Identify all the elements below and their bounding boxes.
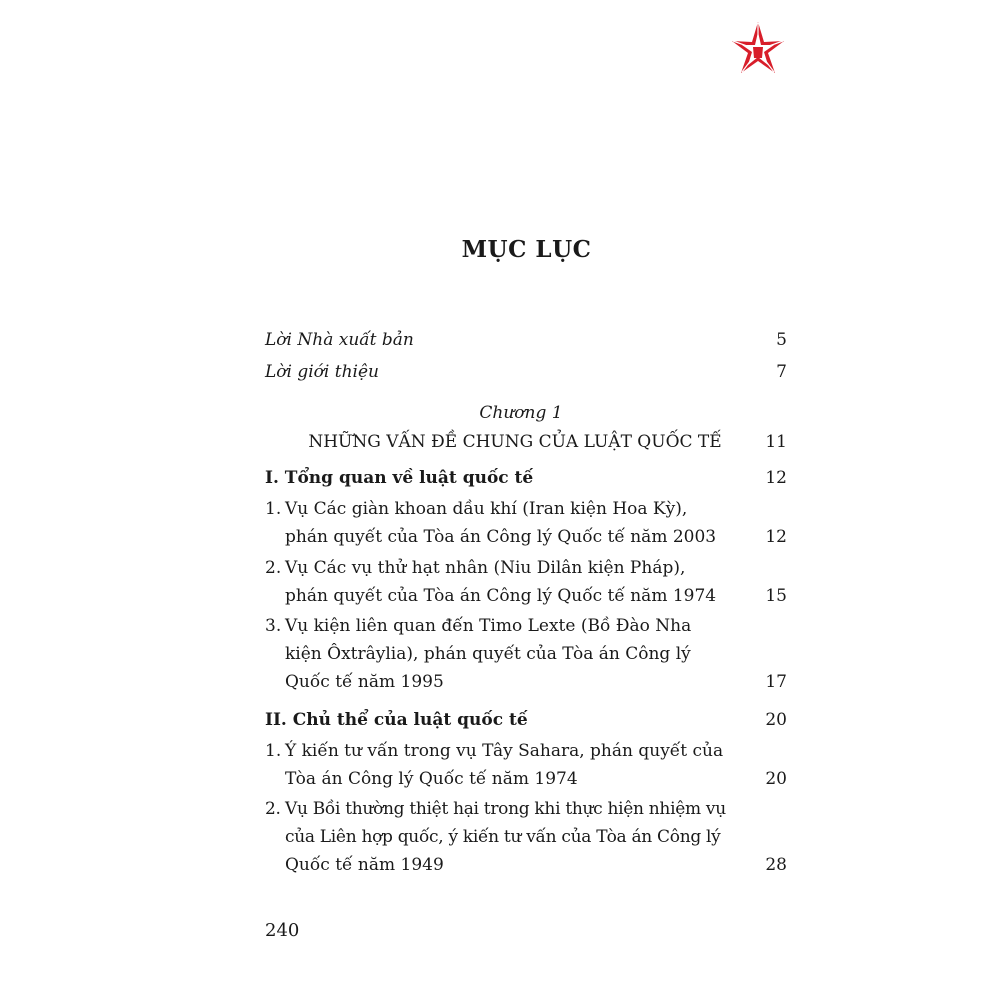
toc-entry-page: 28 bbox=[765, 855, 787, 875]
toc-entry-2-1[interactable] bbox=[265, 737, 787, 793]
toc-section-2-heading[interactable] bbox=[265, 706, 787, 734]
item-text-line: Ý kiến tư vấn trong vụ Tây Sahara, phán quyết của bbox=[285, 741, 724, 761]
toc-entry-label: Lời giới thiệu bbox=[265, 362, 379, 382]
toc-entry-chapter-1[interactable] bbox=[265, 428, 787, 456]
chapter-title: NHỮNG VẤN ĐỀ CHUNG CỦA LUẬT QUỐC TẾ bbox=[308, 432, 722, 452]
toc-entry-page: 15 bbox=[765, 586, 787, 606]
item-number: 1. bbox=[265, 499, 282, 519]
item-text-line: Tòa án Công lý Quốc tế năm 1974 bbox=[285, 769, 578, 789]
toc-entry-page: 7 bbox=[776, 362, 787, 382]
toc-entry-page: 11 bbox=[765, 432, 787, 452]
chapter-label: Chương 1 bbox=[479, 403, 563, 423]
toc-entry-page: 17 bbox=[765, 672, 787, 692]
item-number: 1. bbox=[265, 741, 282, 761]
toc-entry-page: 5 bbox=[776, 330, 787, 350]
toc-entry-1-1[interactable] bbox=[265, 495, 787, 551]
toc-entry-page: 12 bbox=[765, 527, 787, 547]
item-text-line: Vụ Các vụ thử hạt nhân (Niu Dilân kiện Pháp), bbox=[285, 558, 686, 578]
item-number: 2. bbox=[265, 799, 281, 819]
toc-entry-page: 12 bbox=[765, 468, 787, 488]
item-text-line: của Liên hợp quốc, ý kiến tư vấn của Tòa án Công lý bbox=[285, 827, 721, 847]
item-text-line: Quốc tế năm 1995 bbox=[285, 672, 444, 692]
toc-entry-1-3[interactable] bbox=[265, 612, 787, 696]
item-text-line: kiện Ôxtrâylia), phán quyết của Tòa án Công lý bbox=[285, 644, 691, 664]
table-of-contents bbox=[265, 0, 787, 1000]
item-text-line: Vụ kiện liên quan đến Timo Lexte (Bồ Đào Nha bbox=[285, 616, 692, 636]
item-number: 2. bbox=[265, 558, 282, 578]
toc-entry-page: 20 bbox=[765, 710, 787, 730]
item-text-line: Vụ Các giàn khoan dầu khí (Iran kiện Hoa Kỳ), bbox=[285, 499, 688, 519]
toc-entry-publisher-preface[interactable] bbox=[265, 326, 787, 354]
section-heading: I. Tổng quan về luật quốc tế bbox=[265, 468, 534, 488]
page-title: MỤC LỤC bbox=[461, 236, 592, 263]
toc-entry-page: 20 bbox=[765, 769, 787, 789]
toc-section-1-heading[interactable] bbox=[265, 464, 787, 492]
toc-entry-introduction[interactable] bbox=[265, 358, 787, 386]
item-text-line: phán quyết của Tòa án Công lý Quốc tế năm 2003 bbox=[285, 527, 717, 547]
toc-entry-label: Lời Nhà xuất bản bbox=[265, 330, 414, 350]
page-number: 240 bbox=[265, 920, 300, 941]
toc-entry-2-2[interactable] bbox=[265, 795, 787, 879]
item-text-line: Vụ Bồi thường thiệt hại trong khi thực hiện nhiệm vụ bbox=[285, 799, 726, 819]
item-text-line: phán quyết của Tòa án Công lý Quốc tế năm 1974 bbox=[285, 586, 717, 606]
item-text-line: Quốc tế năm 1949 bbox=[285, 855, 444, 875]
toc-entry-1-2[interactable] bbox=[265, 554, 787, 610]
section-heading: II. Chủ thể của luật quốc tế bbox=[265, 710, 528, 730]
item-number: 3. bbox=[265, 616, 282, 636]
